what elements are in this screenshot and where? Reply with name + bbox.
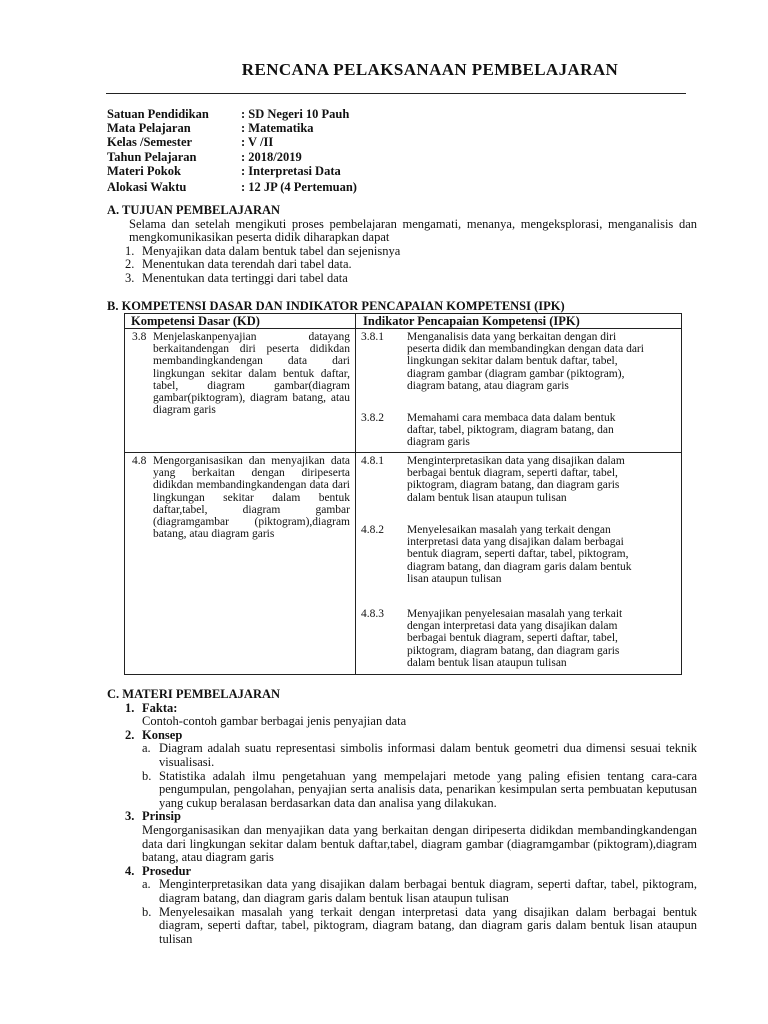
ipk-text: Menginterpretasikan data yang disajikan dalam berbagai bentuk diagram, seperti daftar, tabel, piktogram, diagram batang, dan diagram garis dalam bentuk lisan ataupun tulisan — [407, 455, 625, 504]
materi-item-prosedur — [125, 865, 697, 879]
row-divider — [125, 452, 681, 453]
list-number: 4. — [125, 863, 135, 878]
kd-text: Menjelaskanpenyajian datayang berkaitandengan diri peserta didikdan membandingkandengan data dari lingkungan sekitar dalam bentuk daftar, tabel, diagram gambar(diagram gambar(piktogram), diagram batang, atau diagram garis — [153, 331, 350, 417]
ipk-number: 3.8.2 — [361, 412, 384, 424]
identity-label: Materi Pokok — [107, 163, 181, 178]
list-number: 3. — [125, 270, 135, 285]
list-text: Menyajikan data dalam bentuk tabel dan sejenisnya — [142, 243, 401, 258]
list-number: 2. — [125, 257, 135, 272]
materi-item-konsep — [125, 729, 697, 743]
list-item — [125, 272, 697, 286]
ipk-number: 3.8.1 — [361, 331, 384, 343]
kd-number: 4.8 — [132, 455, 147, 467]
sub-list-text: Menyelesaikan masalah yang terkait dengan interpretasi data yang disajikan dalam berbagai bentuk diagram, seperti daftar, tabel, piktogram, diagram batang, dan diagram garis dalam bentuk lisan ataupun tulisan — [159, 904, 697, 946]
kd-number: 3.8 — [132, 331, 147, 343]
list-number: 1. — [125, 700, 135, 715]
sub-list-item — [142, 742, 697, 769]
section-materi — [107, 688, 697, 946]
section-intro: Selama dan setelah mengikuti proses pembelajaran mengamati, menanya, mengeksplorasi, menganalisis dan mengkomunikasikan peserta didik diharapkan dapat — [129, 216, 697, 245]
identity-row — [107, 150, 357, 164]
section-tujuan — [107, 204, 697, 286]
materi-item-prinsip — [125, 810, 697, 824]
ipk-item — [361, 608, 646, 669]
sub-list-letter: b. — [142, 768, 152, 783]
sub-list-item — [142, 878, 697, 905]
identity-label: Satuan Pendidikan — [107, 107, 209, 121]
ipk-item — [361, 455, 646, 504]
column-header-kd: Kompetensi Dasar (KD) — [131, 314, 260, 328]
identity-label: Alokasi Waktu — [107, 179, 187, 194]
identity-row — [107, 164, 357, 178]
list-item — [125, 258, 697, 272]
column-divider — [355, 314, 356, 674]
list-text: Menentukan data tertinggi dari tabel data — [142, 270, 348, 285]
identity-row — [107, 121, 357, 135]
document-title: RENCANA PELAKSANAAN PEMBELAJARAN — [241, 60, 619, 79]
ipk-item — [361, 331, 646, 392]
identity-block — [107, 107, 357, 194]
section-heading: A. TUJUAN PEMBELAJARAN — [107, 203, 281, 217]
list-number: 1. — [125, 243, 135, 258]
identity-value: : V /II — [241, 135, 274, 150]
ipk-number: 4.8.2 — [361, 524, 384, 536]
materi-item-fakta — [125, 702, 697, 716]
ipk-number: 4.8.3 — [361, 608, 384, 620]
identity-value: : Matematika — [241, 121, 314, 136]
identity-value: : 12 JP (4 Pertemuan) — [241, 179, 357, 194]
kd-cell — [132, 331, 350, 416]
identity-row — [107, 180, 357, 194]
sub-list-letter: a. — [142, 877, 151, 892]
sub-list-text: Statistika adalah ilmu pengetahuan yang mempelajari metode yang paling efisien tentang cara-cara pengumpulan, pengolahan, penyajian serta analisis data, penarikan kesimpulan serta pembuatan keputusan yang cukup beralasan berdasarkan data dan analisa yang dilakukan. — [159, 768, 697, 810]
list-item — [125, 245, 697, 259]
identity-value: : 2018/2019 — [241, 149, 302, 164]
materi-title: Prosedur — [142, 863, 192, 878]
kd-cell — [132, 455, 350, 540]
competency-table — [124, 313, 682, 675]
identity-value: : SD Negeri 10 Pauh — [241, 107, 350, 121]
ipk-item — [361, 412, 646, 449]
identity-label: Tahun Pelajaran — [107, 149, 197, 164]
kd-text: Mengorganisasikan dan menyajikan data yang berkaitan dengan diripeserta didikdan membandingkandengan data dari lingkungan sekitar dalam bentuk daftar,tabel, diagram gambar (diagramgambar (piktogram),diagram batang, atau diagram garis — [153, 455, 350, 541]
materi-text: Mengorganisasikan dan menyajikan data yang berkaitan dengan diripeserta didikdan membandingkandengan data dari lingkungan sekitar dalam bentuk daftar,tabel, diagram gambar (diagramgambar (piktogram),diagram batang, atau diagram garis — [142, 822, 697, 865]
table-header — [125, 314, 681, 329]
column-header-ipk: Indikator Pencapaian Kompetensi (IPK) — [363, 314, 580, 328]
sub-list-letter: b. — [142, 904, 152, 919]
ipk-number: 4.8.1 — [361, 455, 384, 467]
ipk-text: Menyajikan penyelesaian masalah yang terkait dengan interpretasi data yang disajikan dalam berbagai bentuk diagram, seperti daftar, tabel, piktogram, diagram batang, dan diagram garis dalam bentuk lisan ataupun tulisan — [407, 608, 623, 669]
identity-value: : Interpretasi Data — [241, 163, 341, 178]
sub-list-text: Diagram adalah suatu representasi simbolis informasi dalam bentuk geometri dua dimensi sesuai teknik visualisasi. — [159, 741, 697, 769]
section-heading: C. MATERI PEMBELAJARAN — [107, 687, 281, 701]
title-underline — [106, 93, 686, 94]
section-heading: B. KOMPETENSI DASAR DAN INDIKATOR PENCAPAIAN KOMPETENSI (IPK) — [107, 299, 565, 313]
ipk-text: Memahami cara membaca data dalam bentuk daftar, tabel, piktogram, diagram batang, dan diagram garis — [407, 412, 616, 449]
ipk-item — [361, 524, 646, 585]
identity-row — [107, 107, 357, 121]
list-number: 2. — [125, 727, 135, 742]
ipk-text: Menyelesaikan masalah yang terkait dengan interpretasi data yang disajikan dalam berbagai bentuk diagram, seperti daftar, tabel, piktogram, diagram batang, dan diagram garis dalam bentuk lisan ataupun tulisan — [407, 524, 632, 585]
sub-list-text: Menginterpretasikan data yang disajikan dalam berbagai bentuk diagram, seperti daftar, tabel, piktogram, diagram batang, dan diagram garis dalam bentuk lisan ataupun tulisan — [159, 877, 697, 905]
list-number: 3. — [125, 809, 135, 824]
sub-list-letter: a. — [142, 741, 151, 756]
sub-list-item — [142, 906, 697, 947]
materi-title: Fakta: — [142, 700, 178, 715]
identity-label: Mata Pelajaran — [107, 121, 191, 136]
materi-title: Konsep — [142, 727, 183, 742]
list-text: Menentukan data terendah dari tabel data. — [142, 257, 352, 272]
materi-title: Prinsip — [142, 809, 181, 824]
materi-text: Contoh-contoh gambar berbagai jenis penyajian data — [142, 714, 407, 729]
identity-row — [107, 135, 357, 149]
sub-list-item — [142, 770, 697, 811]
ipk-text: Menganalisis data yang berkaitan dengan diri peserta didik dan membandingkan dengan data dari lingkungan sekitar dalam bentuk daftar, tabel, diagram gambar (diagram gambar (piktogram), diagram batang, atau diagram garis — [407, 331, 644, 392]
identity-label: Kelas /Semester — [107, 135, 193, 150]
